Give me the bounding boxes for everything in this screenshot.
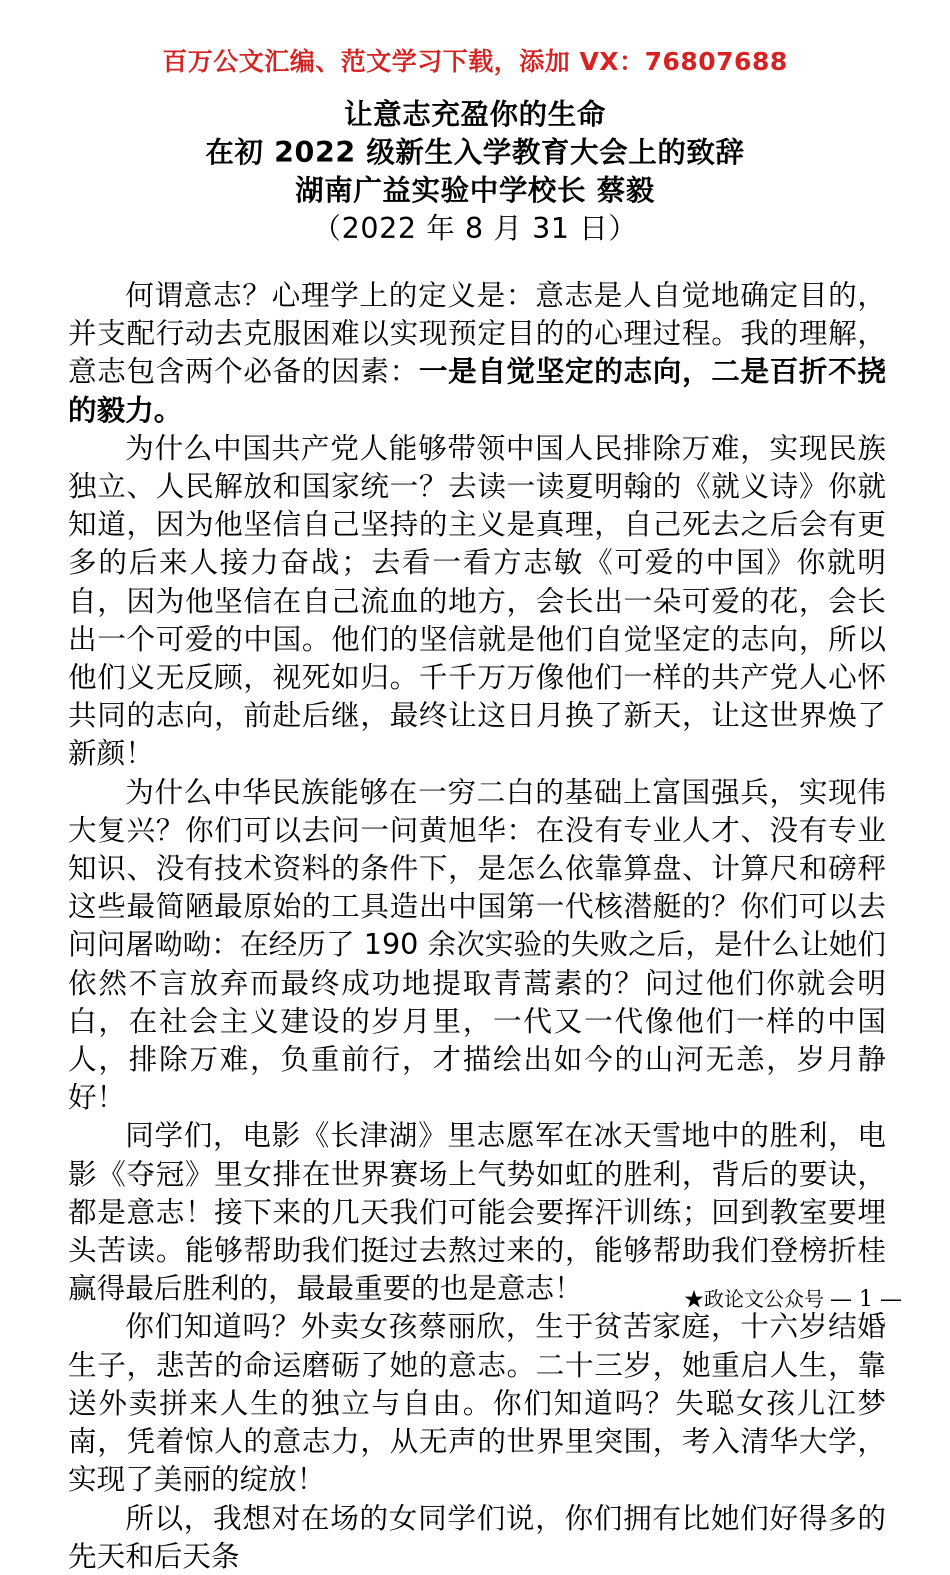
promo-header-banner: 百万公文汇编、范文学习下载，添加 VX：76807688 [162, 47, 788, 76]
paragraph-1-text: 何谓意志？心理学上的定义是：意志是人自觉地确定目的，并支配行动去克服困难以实现预定目的的心理过程。我的理解，意志包含两个必备的因素： [68, 278, 886, 389]
paragraph-1 [68, 276, 886, 429]
paragraph-3: 为什么中华民族能够在一穷二白的基础上富国强兵，实现伟大复兴？你们可以去问一问黄旭华：在没有专业人才、没有专业知识、没有技术资料的条件下，是怎么依靠算盘、计算尺和磅秤这些最简陋最原始的工具造出中国第一代核潜艇的？你们可以去问问屠呦呦：在经历了 190 余次实验的失败之后，是什么让她们依然不言放弃而最终成功地提取青蒿素的？问过他们你就会明白，在社会主义建设的岁月里，一代又一代像他们一样的中国人，排除万难，负重前行，才描绘出如今的山河无恙，岁月静好！ [68, 774, 886, 1115]
page-number: — 1 — [830, 1287, 902, 1312]
page-title: 让意志充盈你的生命 [344, 98, 606, 131]
watermark-label: ★政论文公众号 [684, 1287, 825, 1311]
page-subtitle: 在初 2022 级新生入学教育大会上的致辞 [205, 136, 745, 169]
paragraph-5: 你们知道吗？外卖女孩蔡丽欣，生于贫苦家庭，十六岁结婚生子，悲苦的命运磨砺了她的意志。二十三岁，她重启人生，靠送外卖拼来人生的独立与自由。你们知道吗？失聪女孩儿江梦南，凭着惊人的意志力，从无声的世界里突围，考入清华大学，实现了美丽的绽放！ [68, 1309, 886, 1497]
paragraph-2: 为什么中国共产党人能够带领中国人民排除万难，实现民族独立、人民解放和国家统一？去读一读夏明翰的《就义诗》你就知道，因为他坚信自己坚持的主义是真理，自己死去之后会有更多的后来人接力奋战；去看一看方志敏《可爱的中国》你就明自，因为他坚信在自己流血的地方，会长出一朵可爱的花，会长出一个可爱的中国。他们的坚信就是他们自觉坚定的志向，所以他们义无反顾，视死如归。千千万万像他们一样的共产党人心怀共同的志向，前赴后继，最终让这日月换了新天，让这世界焕了新颜！ [68, 430, 886, 771]
paragraph-1-emphasis: 一是自觉坚定的志向，二是百折不挠的毅力。 [68, 354, 886, 427]
page-footer [0, 1283, 950, 1312]
date-line: （2022 年 8 月 31 日） [312, 212, 638, 245]
title-block [0, 96, 950, 248]
author-line: 湖南广益实验中学校长 蔡毅 [295, 174, 655, 207]
paragraph-4: 同学们，电影《长津湖》里志愿军在冰天雪地中的胜利，电影《夺冠》里女排在世界赛场上气势如虹的胜利，背后的要诀，都是意志！接下来的几天我们可能会要挥汗训练；回到教室要埋头苦读。能够帮助我们挺过去熬过来的，能够帮助我们登榜折桂赢得最后胜利的，最最重要的也是意志！ [68, 1118, 886, 1306]
document-body [68, 276, 886, 1575]
paragraph-6: 所以，我想对在场的女同学们说，你们拥有比她们好得多的先天和后天条 [68, 1500, 886, 1573]
